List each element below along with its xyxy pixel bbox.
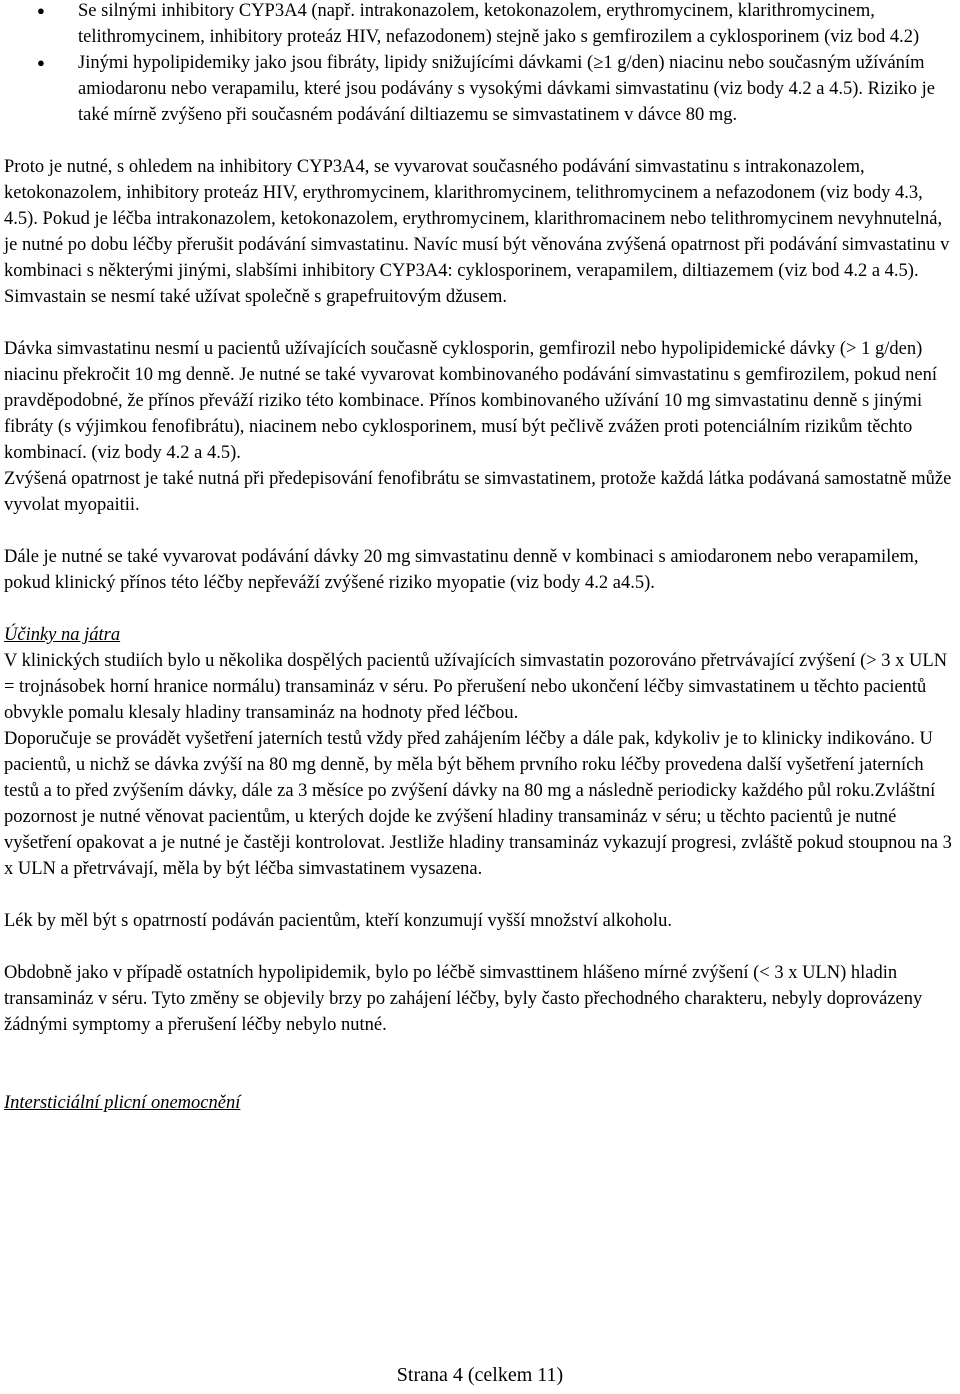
document-page (4, 0, 956, 1116)
spacer (4, 1038, 956, 1064)
list-item (4, 0, 956, 50)
spacer (4, 934, 956, 960)
spacer (4, 596, 956, 622)
paragraph-dose-limit: Dávka simvastatinu nesmí u pacientů užívajících současně cyklosporin, gemfirozil nebo hypolipidemické dávky (> 1 g/den) niacinu překročit 10 mg denně. Je nutné se také vyvarovat kombinovaného podávání simvastatinu s gemfirozilem, pokud není pravděpodobné, že přínos převáží riziko této kombinace. Přínos kombinovaného užívání 10 mg simvastatinu denně s jinými fibráty (s výjimkou fenofibrátu), niacinem nebo cyklosporinem, musí být pečlivě zvážen proti potenciálním rizikům těchto kombinací. (viz body 4.2 a 4.5). (4, 339, 937, 463)
list-item (4, 50, 956, 128)
paragraph-liver-tests: Doporučuje se provádět vyšetření jaterních testů vždy před zahájením léčby a dále pak, kdykoliv je to klinicky indikováno. U pacientů, u nichž se dávka zvýší na 80 mg denně, by měla být během prvního roku léčby provedena další vyšetření jaterních testů a to před zvýšením dávky, dále za 3 měsíce po zvýšení dávky na 80 mg a následně periodicky každého půl roku.Zvláštní pozornost je nutné věnovat pacientům, u kterých dojde ke zvýšení hladiny transamináz v séru; u těchto pacientů je nutné vyšetření opakovat a je nutné je častěji kontrolovat. Jestliže hladiny transamináz vykazují progresi, zvláště pokud stoupnou na 3 x ULN a přetrvávají, měla by být léčba simvastatinem vysazena. (4, 729, 952, 879)
spacer (4, 128, 956, 154)
paragraph-alcohol: Lék by měl být s opatrností podáván pacientům, kteří konzumují vyšší množství alkoholu. (4, 911, 672, 931)
paragraph-transaminase: Obdobně jako v případě ostatních hypolipidemik, bylo po léčbě simvasttinem hlášeno mírné zvýšení (< 3 x ULN) hladin transamináz v séru. Tyto změny se objevily brzy po zahájení léčby, byly často přechodného charakteru, nebyly doprovázeny žádnými symptomy a přerušení léčby nebylo nutné. (4, 963, 923, 1035)
bullet-icon: ● (37, 3, 45, 18)
list-item-text: Jinými hypolipidemiky jako jsou fibráty, lipidy snižujícími dávkami (≥1 g/den) niacinu nebo současným užíváním amiodaronu nebo verapamilu, které jsou podávány s vysokými dávkami simvastatinu (viz body 4.2 a 4.5). Riziko je také mírně zvýšeno při současném podávání diltiazemu se simvastatinem v dávce 80 mg. (78, 53, 935, 125)
bullet-list (4, 0, 956, 128)
section-heading-lung: Intersticiální plicní onemocnění (4, 1093, 241, 1113)
paragraph-fenofibrate: Zvýšená opatrnost je také nutná při předepisování fenofibrátu se simvastatinem, protože každá látka podávaná samostatně může vyvolat myopaitii. (4, 469, 952, 515)
spacer (4, 310, 956, 336)
spacer (4, 1064, 956, 1090)
spacer (4, 518, 956, 544)
paragraph-amiodarone: Dále je nutné se také vyvarovat podávání dávky 20 mg simvastatinu denně v kombinaci s amiodaronem nebo verapamilem, pokud klinický přínos této léčby nepřeváží zvýšené riziko myopatie (viz body 4.2 a4.5). (4, 547, 919, 593)
paragraph-cyp3a4: Proto je nutné, s ohledem na inhibitory CYP3A4, se vyvarovat současného podávání simvastatinu s intrakonazolem, ketokonazolem, inhibitory proteáz HIV, erythromycinem, klarithromycinem, telithromycinem a nefazodonem (viz body 4.3, 4.5). Pokud je léčba intrakonazolem, ketokonazolem, erythromycinem, klarithromacinem nebo telithromycinem nevyhnutelná, je nutné po dobu léčby přerušit podávání simvastatinu. Navíc musí být věnována zvýšená opatrnost při podávání simvastatinu v kombinaci s některými jinými, slabšími inhibitory CYP3A4: cyklosporinem, verapamilem, diltiazemem (viz bod 4.2 a 4.5). (4, 157, 950, 281)
paragraph-liver-studies: V klinických studiích bylo u několika dospělých pacientů užívajících simvastatin pozorováno přetrvávající zvýšení (> 3 x ULN = trojnásobek horní hranice normálu) transamináz v séru. Po přerušení nebo ukončení léčby simvastatinem u těchto pacientů obvykle pomalu klesaly hladiny transamináz na hodnoty před léčbou. (4, 651, 948, 723)
bullet-icon: ● (37, 55, 45, 70)
list-item-text: Se silnými inhibitory CYP3A4 (např. intrakonazolem, ketokonazolem, erythromycinem, klarithromycinem, telithromycinem, inhibitory proteáz HIV, nefazodonem) stejně jako s gemfirozilem a cyklosporinem (viz bod 4.2) (78, 1, 920, 47)
page-footer: Strana 4 (celkem 11) (396, 1364, 564, 1386)
spacer (4, 882, 956, 908)
section-heading-liver: Účinky na játra (4, 625, 121, 645)
paragraph-grapefruit: Simvastain se nesmí také užívat společně s grapefruitovým džusem. (4, 287, 507, 307)
